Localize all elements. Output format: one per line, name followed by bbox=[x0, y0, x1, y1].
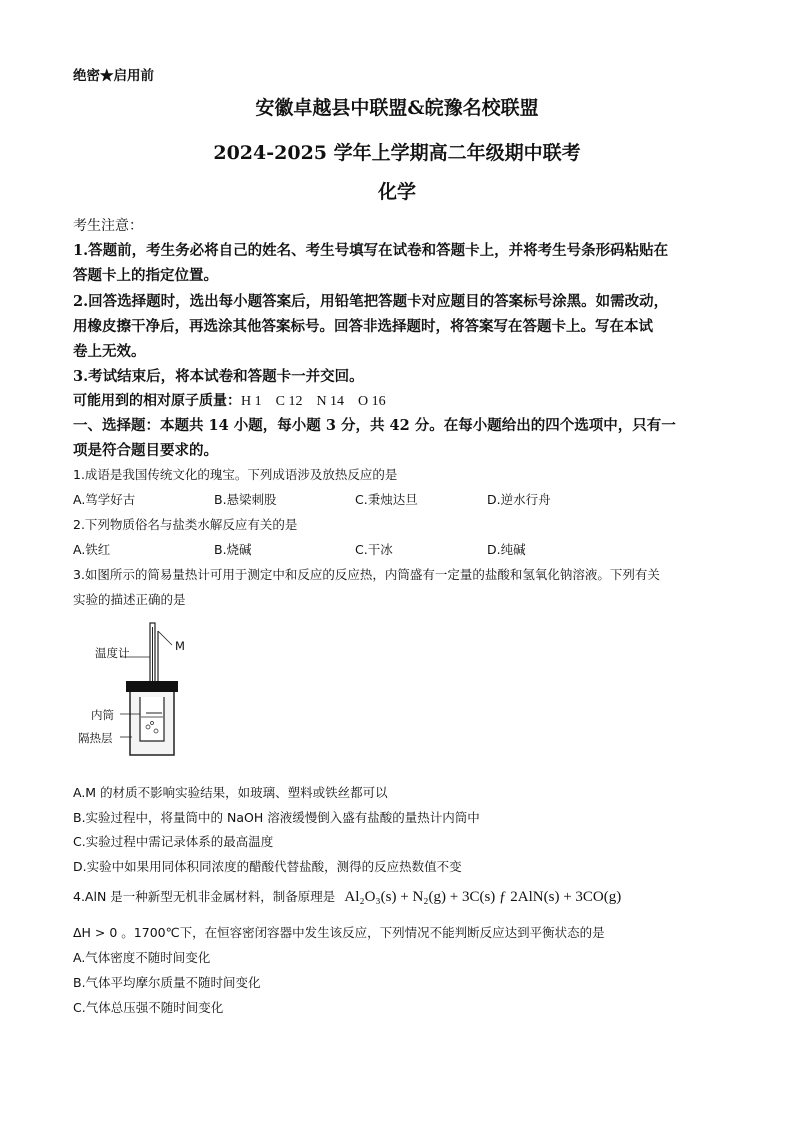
q4-equation: Al₂O₃(s) + N₂(g) + 3C(s) ƒ 2AlN(s) + 3CO(g) bbox=[344, 889, 622, 905]
q4-option-c: C.气体总压强不随时间变化 bbox=[73, 1000, 224, 1015]
q4-stem-line1 bbox=[73, 886, 621, 906]
q1-option-d: D.逆水行舟 bbox=[487, 492, 551, 507]
atomic-mass-label: 可能用到的相对原子质量： bbox=[73, 393, 241, 409]
confidential-mark: 绝密★启用前 bbox=[73, 68, 154, 84]
q1-option-a: A.笃学好古 bbox=[73, 492, 136, 507]
q2-option-d: D.纯碱 bbox=[487, 542, 526, 557]
q3-option-b: B.实验过程中，将量筒中的 NaOH 溶液缓慢倒入盛有盐酸的量热计内筒中 bbox=[73, 810, 480, 825]
notice-item2-line2: 用橡皮擦干净后，再选涂其他答案标号。回答非选择题时，将答案写在答题卡上。写在本试 bbox=[73, 318, 653, 335]
exam-title-line1: 安徽卓越县中联盟&皖豫名校联盟 bbox=[255, 97, 539, 119]
section1-heading-line2: 项是符合题目要求的。 bbox=[73, 442, 218, 459]
label-insulation: 隔热层 bbox=[78, 731, 113, 745]
calorimeter-diagram bbox=[70, 617, 220, 777]
q3-option-c: C.实验过程中需记录体系的最高温度 bbox=[73, 834, 274, 849]
q3-stem-line1: 3.如图所示的简易量热计可用于测定中和反应的反应热，内筒盛有一定量的盐酸和氢氧化钠溶液。下列有关 bbox=[73, 567, 660, 582]
q2-option-a: A.铁红 bbox=[73, 542, 111, 557]
q4-stem-text: 4.AlN 是一种新型无机非金属材料，制备原理是 bbox=[73, 889, 336, 904]
notice-item1-line2: 答题卡上的指定位置。 bbox=[73, 267, 218, 284]
q2-stem: 2.下列物质俗名与盐类水解反应有关的是 bbox=[73, 517, 298, 532]
label-m: M bbox=[175, 639, 185, 653]
q3-stem-line2: 实验的描述正确的是 bbox=[73, 592, 186, 607]
section1-heading-line1: 一、选择题：本题共 14 小题，每小题 3 分，共 42 分。在每小题给出的四个选项中，只有一 bbox=[73, 417, 676, 434]
q1-stem: 1.成语是我国传统文化的瑰宝。下列成语涉及放热反应的是 bbox=[73, 467, 398, 482]
q1-option-b: B.悬梁刺股 bbox=[214, 492, 277, 507]
notice-item3: 3.考试结束后，将本试卷和答题卡一并交回。 bbox=[73, 368, 364, 385]
atomic-mass-values: H 1 C 12 N 14 O 16 bbox=[241, 394, 386, 409]
q3-option-a: A.M 的材质不影响实验结果，如玻璃、塑料或铁丝都可以 bbox=[73, 785, 388, 800]
notice-item2-line3: 卷上无效。 bbox=[73, 343, 146, 360]
inner-cup bbox=[140, 697, 164, 741]
notice-item1-line1: 1.答题前，考生务必将自己的姓名、考生号填写在试卷和答题卡上，并将考生号条形码粘贴在 bbox=[73, 242, 669, 259]
notice-heading: 考生注意： bbox=[73, 218, 143, 234]
q4-option-a: A.气体密度不随时间变化 bbox=[73, 950, 211, 965]
atomic-mass-line bbox=[73, 390, 386, 410]
label-thermometer: 温度计 bbox=[95, 646, 130, 660]
q4-stem-line2: ΔH > 0 。1700℃下，在恒容密闭容器中发生该反应，下列情况不能判断反应达到平衡状态的是 bbox=[73, 925, 605, 940]
q4-option-b: B.气体平均摩尔质量不随时间变化 bbox=[73, 975, 261, 990]
q2-option-b: B.烧碱 bbox=[214, 542, 252, 557]
notice-item2-line1: 2.回答选择题时，选出每小题答案后，用铅笔把答题卡对应题目的答案标号涂黑。如需改动， bbox=[73, 293, 669, 310]
q1-option-c: C.秉烛达旦 bbox=[355, 492, 418, 507]
exam-title-line2: 2024-2025 学年上学期高二年级期中联考 bbox=[213, 142, 581, 164]
q2-option-c: C.干冰 bbox=[355, 542, 393, 557]
q3-option-d: D.实验中如果用同体积同浓度的醋酸代替盐酸，测得的反应热数值不变 bbox=[73, 859, 462, 874]
calorimeter-figure bbox=[70, 617, 220, 777]
subject-title: 化学 bbox=[377, 181, 416, 203]
calorimeter-lid bbox=[126, 681, 178, 692]
label-inner-cup: 内筒 bbox=[91, 708, 114, 722]
